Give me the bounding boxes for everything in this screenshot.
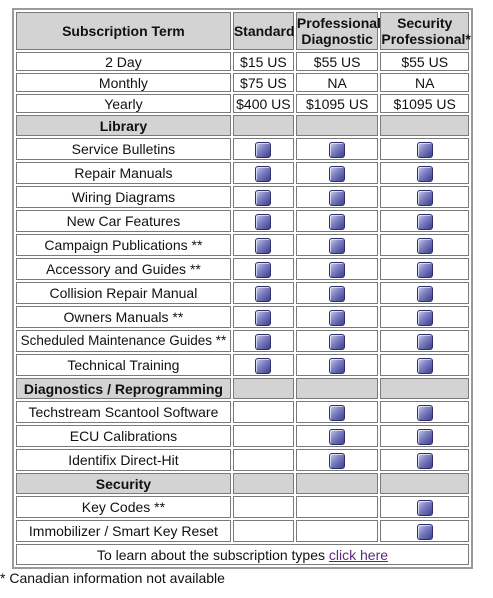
checkbox-square-icon xyxy=(329,334,345,350)
feature-row xyxy=(16,401,469,423)
feature-label: New Car Features xyxy=(16,210,231,232)
feature-row xyxy=(16,354,469,376)
feature-label: Accessory and Guides ** xyxy=(16,258,231,280)
section-row-security xyxy=(16,473,469,494)
checkbox-square-icon xyxy=(329,214,345,230)
section-title-security: Security xyxy=(16,473,231,494)
checkbox-square-icon xyxy=(255,190,271,206)
price-term: Monthly xyxy=(16,73,231,92)
price-security: NA xyxy=(380,73,469,92)
checkbox-square-icon xyxy=(417,334,433,350)
checkbox-square-icon xyxy=(255,214,271,230)
feature-label: Key Codes ** xyxy=(16,496,231,518)
checkbox-square-icon xyxy=(417,358,433,374)
feature-row xyxy=(16,425,469,447)
subscription-table xyxy=(12,8,473,569)
feature-label: Wiring Diagrams xyxy=(16,186,231,208)
header-security xyxy=(380,12,469,50)
feature-row xyxy=(16,330,469,352)
header-professional xyxy=(296,12,381,50)
feature-row xyxy=(16,282,469,304)
feature-row xyxy=(16,449,469,471)
checkbox-square-icon xyxy=(417,238,433,254)
feature-row xyxy=(16,496,469,518)
header-standard: Standard xyxy=(233,12,294,50)
checkbox-square-icon xyxy=(417,429,433,445)
subscription-comparison xyxy=(12,8,473,569)
price-row xyxy=(16,52,469,71)
price-professional: NA xyxy=(296,73,378,92)
checkbox-square-icon xyxy=(417,453,433,469)
header-professional-line2: Diagnostic xyxy=(301,31,373,47)
checkbox-square-icon xyxy=(329,262,345,278)
checkbox-square-icon xyxy=(417,310,433,326)
checkbox-square-icon xyxy=(329,310,345,326)
price-professional: $55 US xyxy=(296,52,378,71)
price-security: $55 US xyxy=(380,52,469,71)
checkbox-square-icon xyxy=(255,358,271,374)
feature-label: Scheduled Maintenance Guides ** xyxy=(16,330,231,352)
price-row xyxy=(16,94,469,113)
feature-row xyxy=(16,210,469,232)
checkbox-square-icon xyxy=(329,166,345,182)
price-professional: $1095 US xyxy=(296,94,378,113)
checkbox-square-icon xyxy=(255,310,271,326)
footer-row xyxy=(16,544,469,565)
feature-row xyxy=(16,520,469,542)
footer-cell xyxy=(16,544,469,565)
checkbox-square-icon xyxy=(417,142,433,158)
feature-label: Service Bulletins xyxy=(16,138,231,160)
checkbox-square-icon xyxy=(417,214,433,230)
feature-label: Owners Manuals ** xyxy=(16,306,231,328)
header-term: Subscription Term xyxy=(16,12,231,50)
feature-row xyxy=(16,186,469,208)
feature-label: ECU Calibrations xyxy=(16,425,231,447)
feature-label: Collision Repair Manual xyxy=(16,282,231,304)
price-security: $1095 US xyxy=(380,94,469,113)
checkbox-square-icon xyxy=(417,262,433,278)
checkbox-square-icon xyxy=(417,286,433,302)
checkbox-square-icon xyxy=(417,524,433,540)
checkbox-square-icon xyxy=(255,238,271,254)
feature-row xyxy=(16,234,469,256)
section-row-diagnostics xyxy=(16,378,469,399)
price-standard: $15 US xyxy=(233,52,294,71)
checkbox-square-icon xyxy=(417,190,433,206)
checkbox-square-icon xyxy=(417,166,433,182)
feature-row xyxy=(16,306,469,328)
checkbox-square-icon xyxy=(255,166,271,182)
price-term: 2 Day xyxy=(16,52,231,71)
checkbox-square-icon xyxy=(329,142,345,158)
checkbox-square-icon xyxy=(329,238,345,254)
section-title-library: Library xyxy=(16,115,231,136)
header-professional-line1: Professional xyxy=(296,15,381,31)
section-row-library xyxy=(16,115,469,136)
checkbox-square-icon xyxy=(329,453,345,469)
checkbox-square-icon xyxy=(329,405,345,421)
checkbox-square-icon xyxy=(255,262,271,278)
price-standard: $75 US xyxy=(233,73,294,92)
feature-label: Immobilizer / Smart Key Reset xyxy=(16,520,231,542)
header-row xyxy=(16,12,469,50)
checkbox-square-icon xyxy=(329,358,345,374)
checkbox-square-icon xyxy=(255,142,271,158)
feature-row xyxy=(16,138,469,160)
feature-label: Campaign Publications ** xyxy=(16,234,231,256)
checkbox-square-icon xyxy=(329,429,345,445)
checkbox-square-icon xyxy=(329,286,345,302)
feature-label: Repair Manuals xyxy=(16,162,231,184)
footnote: * Canadian information not available xyxy=(0,570,225,586)
header-security-line1: Security xyxy=(397,15,453,31)
feature-label: Identifix Direct-Hit xyxy=(16,449,231,471)
checkbox-square-icon xyxy=(417,500,433,516)
section-title-diagnostics: Diagnostics / Reprogramming xyxy=(16,378,231,399)
price-term: Yearly xyxy=(16,94,231,113)
feature-label: Techstream Scantool Software xyxy=(16,401,231,423)
price-row xyxy=(16,73,469,92)
checkbox-square-icon xyxy=(255,334,271,350)
checkbox-square-icon xyxy=(417,405,433,421)
footer-text: To learn about the subscription types xyxy=(96,546,329,563)
checkbox-square-icon xyxy=(255,286,271,302)
price-standard: $400 US xyxy=(233,94,294,113)
click-here-link[interactable]: click here xyxy=(328,546,389,563)
feature-label: Technical Training xyxy=(16,354,231,376)
header-security-line2: Professional* xyxy=(381,31,471,47)
feature-row xyxy=(16,258,469,280)
feature-row xyxy=(16,162,469,184)
checkbox-square-icon xyxy=(329,190,345,206)
